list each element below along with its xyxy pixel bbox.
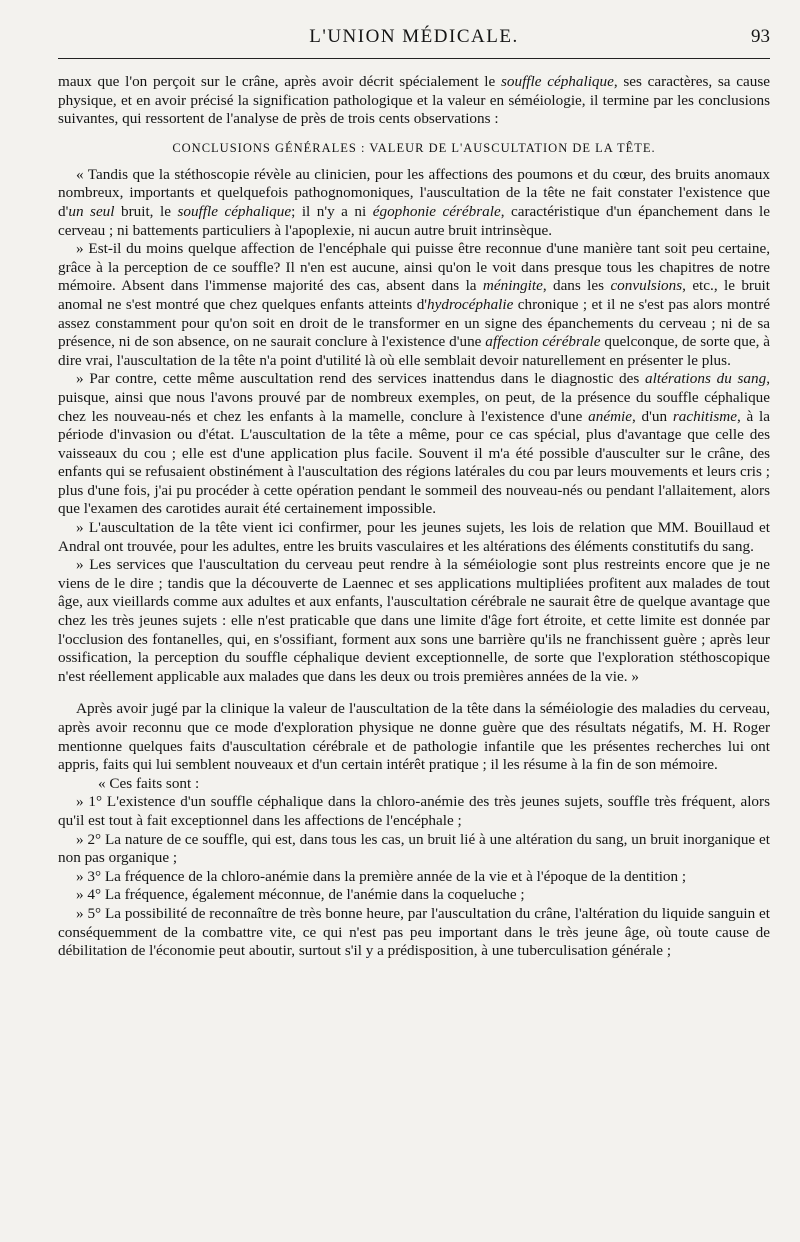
journal-title: L'UNION MÉDICALE. [309,26,519,47]
paragraph-7: « Ces faits sont : [98,774,200,792]
paragraph-6: Après avoir jugé par la clinique la valeur de l'auscultation de la tête dans la séméiologie des maladies du cerveau, après avoir reconnu que ce mode d'exploration physique ne donne guère que des résultats négatifs, M. H. Roger mentionne quelques faits d'auscultation cérébrale et de pathologie infantile que les présentes recherches lui ont appris, faits qui lui semblent nouveaux et d'un certain intérêt pratique ; il les résume à la fin de son mémoire. [58,700,770,774]
paragraph-2 [58,240,770,370]
intro-text-b: , ses caractères, sa cause physique, et en avoir précisé la signification pathologique et la valeur en séméiologie, il termine par les conclusions suivantes, qui ressortent de l'analyse de près de trois cents observations : [58,73,770,128]
p1-c: ; il n'y a ni [291,202,373,220]
running-header [58,26,770,56]
p2-c: , etc., le bruit anomal ne s'est montré que chez quelques enfants atteints d' [58,277,770,313]
list-item-2: » 2° La nature de ce souffle, qui est, dans tous les cas, un bruit lié à une altération du sang, un bruit inorganique et non pas organique ; [58,830,770,867]
list-item-4: » 4° La fréquence, également méconnue, de l'anémie dans la coqueluche ; [76,886,525,904]
p3-a: » Par contre, cette même auscultation rend des services inattendus dans le diagnostic des [76,370,646,388]
p3-d: , à la période d'invasion ou d'état. L'auscultation de la tête a même, pour ce cas spécial, plus d'avantage que celle des vaisseaux du cou ; elle est d'une application plus facile. Souvent il m'a été possible d'ausculter sur le crâne, des enfants qui se refusaient obstinément à l'auscultation des régions latérales du cou par leurs mouvements et leurs cris ; plus d'une fois, j'ai pu procéder à cette opération pendant le sommeil des nouveau-nés ou pendant l'allaitement, alors que l'examen des carotides aurait été certainement impossible. [58,407,770,518]
list-item-5: » 5° La possibilité de reconnaître de très bonne heure, par l'auscultation du crâne, l'altération du liquide sanguin et conséquemment de la combattre vite, ce qui n'est pas peu important dans le très jeune âge, où toute cause de débilitation de l'économie peut aboutir, surtout s'il y a prédisposition, à une tuberculisation générale ; [58,904,770,960]
paragraph-1 [58,166,770,240]
list-item-1: » 1° L'existence d'un souffle céphalique dans la chloro-anémie des très jeunes sujets, souffle très fréquent, alors qu'il est tout à fait exceptionnel dans les affections de l'encéphale ; [58,793,770,829]
paragraph-4: » L'auscultation de la tête vient ici confirmer, pour les jeunes sujets, les lois de relation que MM. Bouillaud et Andral ont trouvée, pour les adultes, entre les bruits vasculaires et les altérations des éléments constitutifs du sang. [58,519,770,555]
p1-i1: un seul [68,202,115,220]
header-rule [58,58,770,59]
p3-i1: altérations du sang [645,370,767,388]
p1-b: bruit, le [114,202,178,220]
paragraph-3 [58,370,770,519]
p1-i2: souffle céphalique [177,202,292,220]
p2-a: » Est-il du moins quelque affection de l'encéphale qui puisse être reconnue d'une manière tant soit peu certaine, grâce à la perception de ce souffle? Il n'en est aucune, ainsi qu'on le voit dans presque tous les chapitres de notre mémoire. Absent dans l'immense majorité des cas, absent dans la [58,240,770,295]
paragraph-5: » Les services que l'auscultation du cerveau peut rendre à la séméiologie sont plus restreints encore que je ne viens de le dire ; tandis que la découverte de Laennec et ses applications multipliées profitent aux malades de tout âge, aux vieillards comme aux adultes et aux enfants, l'auscultation cérébrale ne saurait être de quelque avantage que chez les très jeunes sujets : elle n'est praticable que dans une limite d'âge fort étroite, et cette limite est donnée par l'occlusion des fontanelles, qui, en s'ossifiant, forment aux sons une barrière qu'ils ne franchissent guère ; après leur ossification, la perception du souffle céphalique devient exceptionnelle, de sorte que l'exploration stéthoscopique n'est réellement applicable aux malades que dans les deux ou trois premières années de la vie. » [58,556,770,685]
p3-c: , d'un [632,407,673,425]
p1-a: « Tandis que la stéthoscopie révèle au clinicien, pour les affections des poumons et du cœur, des bruits anomaux nombreux, importants et quelquefois pathognomoniques, l'auscultation de la tête ne fait constater l'existence que d' [58,165,770,220]
p2-i1: méningite [482,277,543,295]
p2-d: chronique ; et il ne s'est pas alors montré assez constamment pour qu'on soit en droit de le transformer en un signe des épanchements du cerveau ; ni de sa présence, ni de son absence, on ne saurait conclure à l'existence d'une [58,295,770,351]
p2-e: quelconque, de sorte que, à dire vrai, l'auscultation de la tête n'a point d'utilité là où elle semblait devoir naturellement en présenter le plus. [58,333,771,369]
p1-i3: égophonie cérébrale [372,202,501,220]
intro-text-a: maux que l'on perçoit sur le crâne, après avoir décrit spécialement le [58,73,501,90]
page-number: 93 [751,26,770,47]
intro-italic: souffle céphalique [500,73,614,90]
section-title: CONCLUSIONS GÉNÉRALES : VALEUR DE L'AUSCULTATION DE LA TÊTE. [172,140,656,155]
intro-paragraph [58,73,770,129]
p3-i3: rachitisme [672,407,737,425]
list-item-3: » 3° La fréquence de la chloro-anémie dans la première année de la vie et à l'époque de la dentition ; [76,867,687,885]
p2-i3: hydrocéphalie [427,295,514,313]
p2-i4: affection cérébrale [485,333,601,351]
p3-b: , puisque, ainsi que nous l'avons prouvé par de nombreux exemples, on peut, de la présence du souffle céphalique chez les nouveau-nés et chez les enfants à la mamelle, conclure à l'existence d'une [58,370,771,425]
p2-i2: convulsions [610,277,683,295]
paragraph-gap [58,686,770,700]
p3-i2: anémie [588,407,632,425]
p1-d: , caractéristique d'un épanchement dans le cerveau ; ni battements particuliers à l'apoplexie, ni aucun autre bruit intrinsèque. [58,202,770,239]
p2-b: , dans les [542,277,611,295]
